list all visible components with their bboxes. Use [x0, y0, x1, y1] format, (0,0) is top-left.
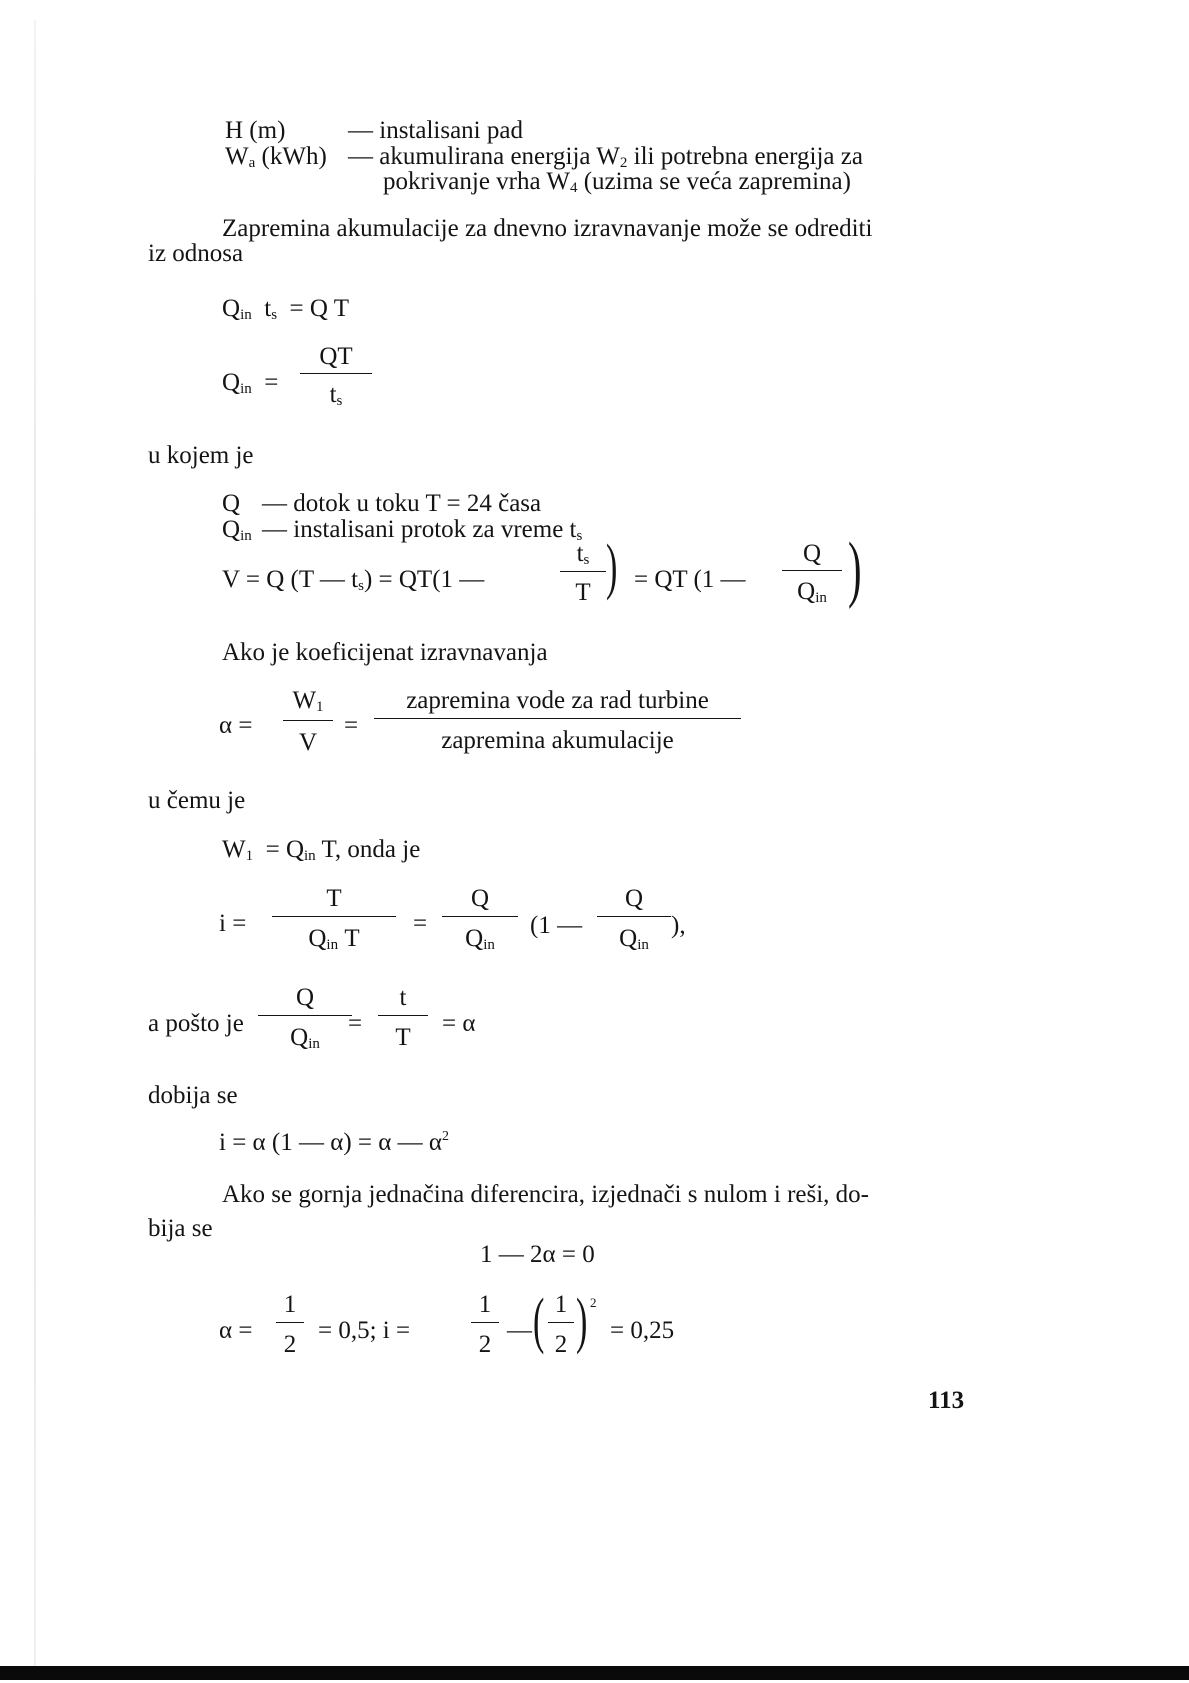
scan-edge-shadow	[34, 20, 36, 1670]
equation-final-fraction-i	[471, 1292, 499, 1357]
fraction-bar	[560, 571, 606, 572]
fraction-bar	[300, 373, 372, 374]
equation-posto-fraction-t	[378, 985, 428, 1050]
fraction-numerator: $W_1$	[292, 687, 324, 715]
fraction-numerator: QT	[319, 343, 353, 370]
equation-alpha-lhs: α =	[219, 712, 253, 739]
fraction-denominator: $Q_{in}$	[797, 578, 827, 606]
fraction-denominator: $t_s$	[329, 381, 343, 409]
legend-h-symbol: H (m)	[225, 117, 286, 144]
equation-v-left: V = Q (T — $t_s) = QT(1$ —	[222, 566, 485, 594]
legend-w-symbol: $W_a$ (kWh)	[225, 143, 327, 171]
definition-q-description: — dotok u toku T = 24 časa	[262, 490, 542, 517]
equation-qin-ts: $Q_{in}$ $t_s = Q$ T	[222, 295, 350, 323]
paragraph-dobija-se: dobija se	[148, 1082, 238, 1109]
equation-i-lhs: i =	[219, 910, 247, 937]
fraction-denominator: V	[298, 729, 318, 756]
equation-final-exponent: 2	[590, 1295, 597, 1310]
equation-i-mid: (1 —	[530, 912, 583, 939]
equation-i-tail: ),	[671, 912, 686, 939]
fraction-numerator: Q	[802, 540, 822, 567]
equation-v-fraction-q-qin	[782, 541, 842, 606]
fraction-denominator: $Q_{in}$	[619, 925, 649, 953]
fraction-denominator: T	[395, 1024, 411, 1051]
fraction-numerator: Q	[295, 984, 315, 1011]
fraction-bar	[378, 1015, 428, 1016]
fraction-bar	[782, 570, 842, 571]
definition-q-symbol: Q	[222, 490, 241, 517]
fraction-bar	[283, 720, 333, 721]
equation-final-minus: —	[507, 1317, 532, 1344]
fraction-denominator: zapremina akumulacije	[441, 727, 674, 754]
paragraph-zapremina-line2: iz odnosa	[148, 240, 244, 267]
paragraph-koeficijenat: Ako je koeficijenat izravnavanja	[222, 639, 548, 666]
scan-bottom-edge	[0, 1666, 1189, 1680]
fraction-denominator: 2	[554, 1331, 568, 1358]
fraction-numerator: Q	[624, 885, 644, 912]
fraction-numerator: Q	[470, 885, 490, 912]
equation-qin-lhs: $Q_{in}$ =	[222, 369, 279, 397]
fraction-denominator: $Q_{in}$	[465, 925, 495, 953]
legend-h-description: — instalisani pad	[348, 117, 523, 144]
open-paren: (	[533, 1287, 545, 1355]
fraction-bar	[442, 916, 518, 917]
fraction-numerator: t	[399, 984, 407, 1011]
equation-i-fraction-t	[272, 886, 396, 953]
page-number: 113	[928, 1387, 965, 1414]
fraction-numerator: zapremina vode za rad turbine	[406, 687, 709, 714]
equation-posto-equals: =	[348, 1010, 363, 1037]
equation-v-fraction-ts-t	[560, 541, 606, 605]
legend-w-description: — akumulirana energija $W_2$ ili potrebna energija za	[348, 143, 863, 171]
paragraph-u-cemu-je: u čemu je	[148, 787, 246, 814]
equation-final-fraction-alpha	[276, 1292, 304, 1357]
equation-final-lhs: α =	[219, 1317, 253, 1344]
equation-alpha-fraction-text	[374, 688, 741, 753]
close-paren: )	[576, 1287, 588, 1355]
fraction-denominator: $Q_{in}$	[290, 1024, 320, 1052]
equation-w1: $W_1 = Q_{in}$ T, onda je	[222, 836, 421, 864]
equation-v-right: = QT (1 —	[634, 566, 746, 593]
equation-posto-tail: = α	[442, 1010, 476, 1037]
paragraph-diferencira-line2: bija se	[148, 1215, 213, 1242]
equation-posto-fraction-q	[258, 985, 352, 1052]
fraction-bar	[471, 1322, 499, 1323]
paragraph-diferencira-line1: Ako se gornja jednačina diferencira, izjednači s nulom i reši, do-	[222, 1181, 869, 1208]
equation-final-fraction-squared	[548, 1292, 574, 1357]
fraction-numerator: 1	[478, 1291, 492, 1318]
fraction-bar	[548, 1322, 574, 1323]
equation-alpha-fraction-w-v	[283, 688, 333, 755]
fraction-denominator: T	[575, 579, 591, 606]
equation-i-equals: =	[413, 910, 428, 937]
equation-derivative: 1 — 2α = 0	[480, 1241, 595, 1268]
fraction-bar	[276, 1322, 304, 1323]
equation-i-fraction-q	[442, 886, 518, 953]
paragraph-zapremina-line1: Zapremina akumulacije za dnevno izravnavanje može se odrediti	[222, 215, 873, 242]
equation-posto-lead: a pošto je	[148, 1010, 244, 1037]
equation-final-tail: = 0,25	[610, 1317, 675, 1344]
equation-i-alpha: i = α (1 — α) = α — $\alpha^2$	[219, 1129, 449, 1156]
equation-qin-fraction	[300, 344, 372, 409]
fraction-bar	[374, 718, 741, 719]
equation-i-fraction-q2	[597, 886, 671, 953]
fraction-numerator: T	[326, 885, 342, 912]
fraction-numerator: $t_s$	[576, 540, 590, 568]
closing-paren: )	[606, 533, 618, 601]
definition-qin-symbol: $Q_{in}$	[222, 516, 252, 544]
paragraph-u-kojem-je: u kojem je	[148, 442, 254, 469]
equation-alpha-equals: =	[344, 712, 359, 739]
legend-w-description-cont: pokrivanje vrha $W_4$ (uzima se veća zapremina)	[383, 168, 851, 196]
fraction-bar	[597, 916, 671, 917]
fraction-denominator: 2	[478, 1331, 492, 1358]
definition-qin-description: — instalisani protok za vreme $t_s$	[262, 516, 583, 544]
fraction-numerator: 1	[283, 1291, 297, 1318]
fraction-denominator: $Q_{in}$ T	[308, 925, 360, 953]
equation-final-mid: = 0,5; i =	[318, 1317, 411, 1344]
fraction-bar	[272, 916, 396, 917]
fraction-numerator: 1	[554, 1291, 568, 1318]
fraction-denominator: 2	[283, 1331, 297, 1358]
fraction-bar	[258, 1015, 352, 1016]
closing-paren-large: )	[848, 528, 862, 610]
